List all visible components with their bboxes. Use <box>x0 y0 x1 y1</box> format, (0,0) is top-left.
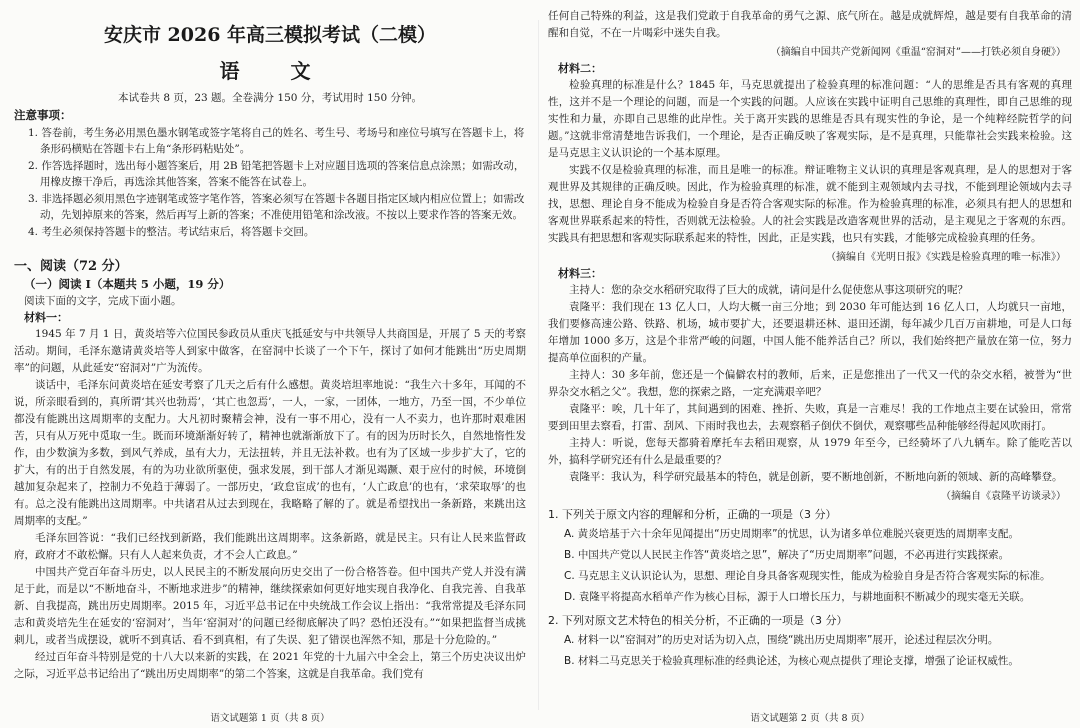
answer-option: B. 中国共产党以人民民主作答“黄炎培之思”，解决了“历史周期率”问题，不必再进行实践探索。 <box>564 549 1010 561</box>
page-footer: 语文试题第 2 页（共 8 页） <box>750 713 870 724</box>
exam-title: 安庆市 2026 年高三模拟考试（二模） <box>103 24 437 46</box>
dialogue-line: 袁隆平：唉，几十年了，其间遇到的困难、挫折、失败，真是一言难尽！我的工作地点主要在试验田，常常要到田里去察看，打雷、刮风、下雨时我也去，去观察稻子倒伏不倒伏，观察哪些品种能够经得起风吹雨打。 <box>548 403 1072 432</box>
dialogue-line: 主持人：30 多年前，您还是一个偏僻农村的教师，后来，正是您推出了一代又一代的杂交水稻，被誉为“世界杂交水稻之父”。我想，您的探索之路，一定充满艰辛吧？ <box>548 369 1072 398</box>
notice-title: 注意事项： <box>14 108 72 122</box>
notice-item: 1. 答卷前，考生务必用黑色墨水钢笔或签字笔将自己的姓名、考生号、考场号和座位号填写在答题卡上，将条形码横贴在答题卡右上角“条形码粘贴处”。 <box>28 127 525 155</box>
source-citation: （摘编自《袁隆平访谈录》） <box>941 491 1066 502</box>
notice-item: 3. 非选择题必须用黑色字迹钢笔或签字笔作答，答案必须写在答题卡各题目指定区域内相应位置上；如需改动，先划掉原来的答案，然后再写上新的答案；不准使用铅笔和涂改液。不按以上要求作答的答案无效。 <box>28 193 525 221</box>
text-paragraph: 任何自己特殊的利益，这是我们党敢于自我革命的勇气之源、底气所在。越是成就辉煌，越是要有自我革命的清醒和自觉，不在一片喝彩中迷失自我。 <box>548 10 1072 39</box>
instruction: 阅读下面的文字，完成下面小题。 <box>24 294 182 307</box>
exam-meta: 本试卷共 8 页，23 题。全卷满分 150 分，考试用时 150 分钟。 <box>118 92 422 104</box>
question-stem: 1. 下列关于原文内容的理解和分析，正确的一项是（3 分） <box>548 508 837 521</box>
dialogue-line: 主持人：听说，您每天都骑着摩托车去稻田观察，从 1979 年至今，已经骑坏了八九辆车。除了能吃苦以外，搞科学研究还有什么是最重要的？ <box>548 437 1072 466</box>
source-citation: （摘编自中国共产党新闻网《重温“窑洞对”——打铁必须自身硬》） <box>770 47 1066 58</box>
column-divider <box>538 20 539 710</box>
page-1 <box>14 8 526 728</box>
answer-option: A. 材料一以“窑洞对”的历史对话为切入点，围绕“跳出历史周期率”展开，论述过程层次分明。 <box>564 634 999 646</box>
notice-list <box>14 126 526 241</box>
notice-item: 2. 作答选择题时，选出每小题答案后，用 2B 铅笔把答题卡上对应题目选项的答案信息点涂黑；如需改动，用橡皮擦干净后，再选涂其他答案，答案不能答在试卷上。 <box>28 160 525 188</box>
subject-heading: 语 文 <box>219 59 333 83</box>
page-2 <box>548 8 1072 728</box>
text-paragraph: 经过百年奋斗特别是党的十八大以来新的实践，在 2021 年党的十九届六中全会上，第三个历史决议出炉之际，习近平总书记给出了“跳出历史周期率”的第二个答案，这就是自我革命。我们党有 <box>14 650 526 680</box>
dialogue-line: 袁隆平：我认为，科学研究最基本的特色，就是创新，要不断地创新，不断地向新的领域、新的高峰攀登。 <box>569 471 1063 483</box>
answer-option: B. 材料二马克思关于检验真理标准的经典论述，为核心观点提供了理论支撑，增强了论证权威性。 <box>564 655 1019 667</box>
text-paragraph: 实践不仅是检验真理的标准，而且是唯一的标准。辩证唯物主义认识的真理是客观真理，是人的思想对于客观世界及其规律的正确反映。因此，作为检验真理的标准，就不能到主观领域内去寻找，不能到理论领域内去寻找，思想、理论自身不能成为检验自身是否符合客观实际的标准。作为检验真理的标准，必须具有把人的思想和客观世界联系起来的特性，否则就无法检验。人的社会实践是改造客观世界的活动，是主观见之于客观的东西。实践具有把思想和客观实际联系起来的特性，因此，正是实践，也只有实践，才能够完成检验真理的任务。 <box>548 164 1072 244</box>
dialogue-line: 袁隆平：我们现在 13 亿人口，人均大概一亩三分地；到 2030 年可能达到 16 亿人口，人均就只一亩地，我们要修高速公路、铁路、机场，城市要扩大，还要退耕还林、退田还湖，每年减少几百万亩耕地，可是人口每年增加 1000 多万，这是个非常严峻的问题，中国人能不能养活自己？所以，我们始终把产量放在第一位，努力提高单位面积的产量。 <box>548 301 1072 364</box>
dialogue-line: 主持人：您的杂交水稻研究取得了巨大的成就，请问是什么促使您从事这项研究的呢？ <box>569 284 968 296</box>
material-label: 材料三： <box>558 267 602 280</box>
text-paragraph: 谈话中，毛泽东问黄炎培在延安考察了几天之后有什么感想。黄炎培坦率地说：“我生六十多年，耳闻的不说，所亲眼看到的，真所谓‘其兴也勃焉’，‘其亡也忽焉’，一人，一家，一团体，一地方，乃至一国，不少单位都没有能跳出这周期率的支配力。大凡初时聚精会神，没有一事不用心，没有一人不卖力，也许那时艰难困苦，只有从万死中觅取一生。既而环境渐渐好转了，精神也就渐渐放下了。有的因为历时长久，自然地惰性发作，由少数演为多数，到风气养成，虽有大力，无法扭转，并且无法补救。也有为了区域一步步扩大了，它的扩大，有的出于自然发展，有的为功业欲所驱使，强求发展，到干部人才渐见竭蹶、艰于应付的时候，环境倒越加复杂起来了，控制力不免趋于薄弱了。一部历史，‘政怠宦成’的也有，‘人亡政息’的也有，‘求荣取辱’的也有。总之没有能跳出这周期率。中共诸君从过去到现在，我略略了解的了。就是希望找出一条新路，来跳出这周期率的支配。” <box>14 378 526 527</box>
text-paragraph: 中国共产党百年奋斗历史，以人民民主的不断发展向历史交出了一份合格答卷。但中国共产党人并没有满足于此，而是以“不断地奋斗，不断地求进步”的精神，继续探索如何更好地实现自我净化、自我完善、自我革新、自我提高，跳出历史周期率。2015 年，习近平总书记在中央统战工作会议上指出：“我常常提及毛泽东同志和黄炎培先生在延安的‘窑洞对’，当年‘窑洞对’的问题已经彻底解决了吗？恐怕还没有。”“如果把监督当成挑刺儿，或者当成摆设，就听不到真话、看不到真相，有了失误、犯了错误也浑然不知，那是十分危险的。” <box>14 565 526 646</box>
page-footer: 语文试题第 1 页（共 8 页） <box>210 713 330 724</box>
text-paragraph: 检验真理的标准是什么？1845 年，马克思就提出了检验真理的标准问题：“人的思维是否具有客观的真理性，这并不是一个理论的问题，而是一个实践的问题。人应该在实践中证明自己思维的真理性，即自己思维的现实性和力量，亦即自己思维的此岸性。关于离开实践的思维是否具有现实性的争论，是一个纯粹经院哲学的问题。”这就非常清楚地告诉我们，一个理论，是否正确反映了客观实际，是不是真理，只能靠社会实践来检验。这是马克思主义认识论的一个基本原理。 <box>548 79 1072 159</box>
question-stem: 2. 下列对原文艺术特色的相关分析，不正确的一项是（3 分） <box>548 614 848 627</box>
answer-option: A. 黄炎培基于六十余年见闻提出“历史周期率”的忧思，认为诸多单位难脱兴衰更迭的周期率支配。 <box>564 528 1020 540</box>
answer-option: C. 马克思主义认识论认为，思想、理论自身具备客观现实性，能成为检验自身是否符合客观实际的标准。 <box>564 570 1051 582</box>
material-label: 材料一： <box>24 310 68 324</box>
material-label: 材料二： <box>558 62 602 75</box>
text-paragraph: 毛泽东回答说：“我们已经找到新路，我们能跳出这周期率。这条新路，就是民主。只有让人民来监督政府，政府才不敢松懈。只有人人起来负责，才不会人亡政息。” <box>14 531 526 561</box>
subsection-title: （一）阅读 Ⅰ（本题共 5 小题，19 分） <box>24 276 231 291</box>
answer-option: D. 袁隆平将提高水稻单产作为核心目标，源于人口增长压力，与耕地面积不断减少的现实毫无关联。 <box>564 591 1031 603</box>
text-paragraph: 1945 年 7 月 1 日，黄炎培等六位国民参政员从重庆飞抵延安与中共领导人共商国是，开展了 5 天的考察活动。期间，毛泽东邀请黄炎培等人到家中做客，在窑洞中长谈了一个下午，探讨了如何才能跳出“历史周期率”的问题，从此延安“窑洞对”广为流传。 <box>14 327 526 374</box>
source-citation: （摘编自《光明日报》《实践是检验真理的唯一标准》） <box>826 252 1066 263</box>
notice-item: 4. 考生必须保持答题卡的整洁。考试结束后，将答题卡交回。 <box>28 226 315 238</box>
section-title: 一、阅读（72 分） <box>14 258 128 274</box>
